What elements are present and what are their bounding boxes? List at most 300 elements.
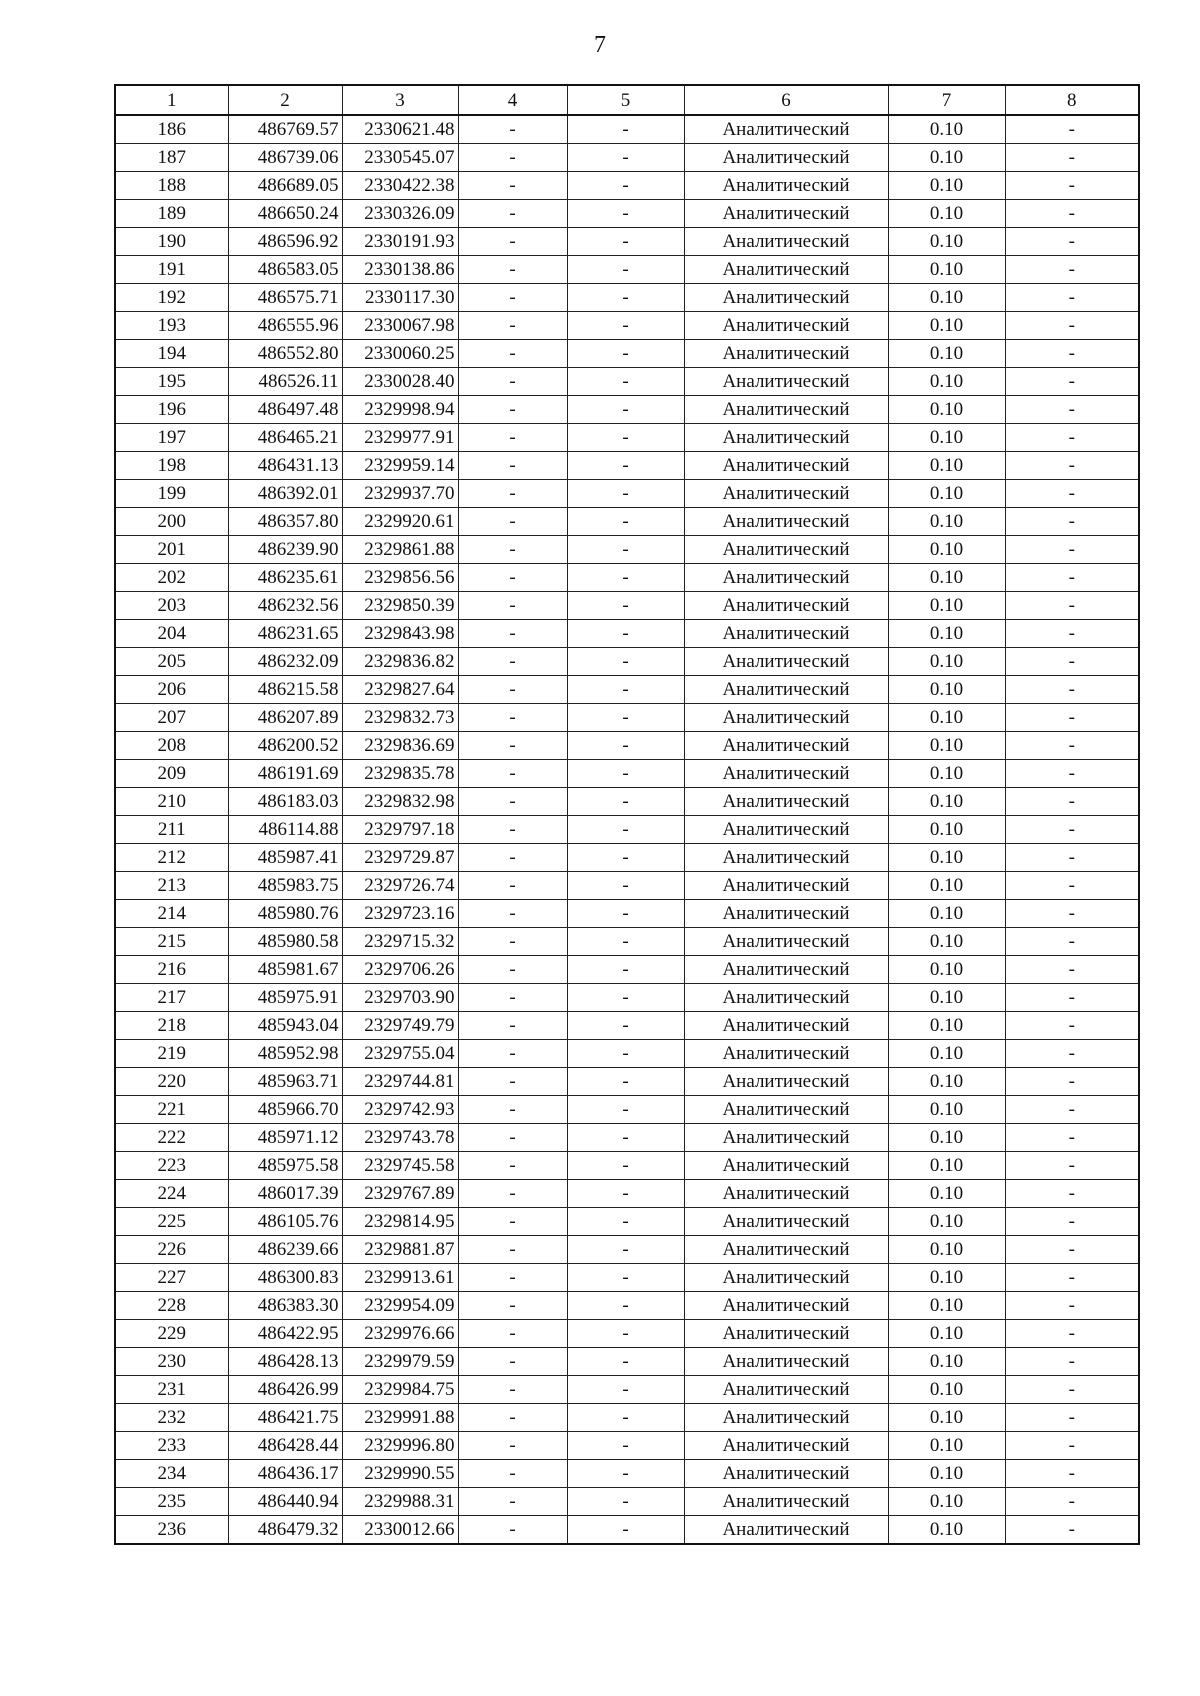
y-coordinate-cell: 2329990.55: [342, 1460, 458, 1488]
precision-cell: 0.10: [888, 536, 1005, 564]
y-coordinate-cell: 2329979.59: [342, 1348, 458, 1376]
column-4-cell: -: [458, 788, 567, 816]
column-4-cell: -: [458, 172, 567, 200]
x-coordinate-cell: 486583.05: [228, 256, 342, 284]
precision-cell: 0.10: [888, 115, 1005, 144]
column-5-cell: -: [567, 704, 684, 732]
x-coordinate-cell: 486552.80: [228, 340, 342, 368]
column-8-cell: -: [1005, 1516, 1139, 1545]
point-number-cell: 235: [115, 1488, 228, 1516]
method-cell: Аналитический: [684, 1152, 888, 1180]
column-4-cell: -: [458, 480, 567, 508]
method-cell: Аналитический: [684, 928, 888, 956]
precision-cell: 0.10: [888, 1404, 1005, 1432]
y-coordinate-cell: 2329861.88: [342, 536, 458, 564]
column-5-cell: -: [567, 956, 684, 984]
column-4-cell: -: [458, 592, 567, 620]
table-row: [115, 620, 1139, 648]
column-5-cell: -: [567, 1404, 684, 1432]
column-5-cell: -: [567, 592, 684, 620]
column-5-cell: -: [567, 452, 684, 480]
column-4-cell: -: [458, 1432, 567, 1460]
y-coordinate-cell: 2329998.94: [342, 396, 458, 424]
y-coordinate-cell: 2329937.70: [342, 480, 458, 508]
x-coordinate-cell: 486689.05: [228, 172, 342, 200]
column-8-cell: -: [1005, 1068, 1139, 1096]
method-cell: Аналитический: [684, 564, 888, 592]
table-row: [115, 900, 1139, 928]
precision-cell: 0.10: [888, 1236, 1005, 1264]
table-row: [115, 1348, 1139, 1376]
column-header-4: 4: [458, 85, 567, 115]
column-5-cell: -: [567, 228, 684, 256]
column-4-cell: -: [458, 284, 567, 312]
method-cell: Аналитический: [684, 648, 888, 676]
method-cell: Аналитический: [684, 284, 888, 312]
y-coordinate-cell: 2329954.09: [342, 1292, 458, 1320]
table-row: [115, 592, 1139, 620]
y-coordinate-cell: 2329835.78: [342, 760, 458, 788]
point-number-cell: 234: [115, 1460, 228, 1488]
y-coordinate-cell: 2330060.25: [342, 340, 458, 368]
column-4-cell: -: [458, 312, 567, 340]
column-5-cell: -: [567, 648, 684, 676]
method-cell: Аналитический: [684, 1488, 888, 1516]
column-8-cell: -: [1005, 1012, 1139, 1040]
column-8-cell: -: [1005, 872, 1139, 900]
point-number-cell: 195: [115, 368, 228, 396]
column-8-cell: -: [1005, 1236, 1139, 1264]
point-number-cell: 217: [115, 984, 228, 1012]
precision-cell: 0.10: [888, 284, 1005, 312]
column-5-cell: -: [567, 1236, 684, 1264]
precision-cell: 0.10: [888, 1096, 1005, 1124]
table-row: [115, 844, 1139, 872]
table-row: [115, 228, 1139, 256]
method-cell: Аналитический: [684, 256, 888, 284]
precision-cell: 0.10: [888, 620, 1005, 648]
method-cell: Аналитический: [684, 620, 888, 648]
header-row: [115, 85, 1139, 115]
precision-cell: 0.10: [888, 592, 1005, 620]
precision-cell: 0.10: [888, 1488, 1005, 1516]
x-coordinate-cell: 486526.11: [228, 368, 342, 396]
column-4-cell: -: [458, 704, 567, 732]
method-cell: Аналитический: [684, 732, 888, 760]
table-row: [115, 424, 1139, 452]
table-row: [115, 536, 1139, 564]
y-coordinate-cell: 2329913.61: [342, 1264, 458, 1292]
column-5-cell: -: [567, 284, 684, 312]
method-cell: Аналитический: [684, 396, 888, 424]
table-row: [115, 1292, 1139, 1320]
column-8-cell: -: [1005, 1404, 1139, 1432]
column-header-7: 7: [888, 85, 1005, 115]
method-cell: Аналитический: [684, 1236, 888, 1264]
table-row: [115, 1208, 1139, 1236]
table-row: [115, 1040, 1139, 1068]
method-cell: Аналитический: [684, 1320, 888, 1348]
method-cell: Аналитический: [684, 984, 888, 1012]
table-row: [115, 1012, 1139, 1040]
column-8-cell: -: [1005, 1292, 1139, 1320]
column-5-cell: -: [567, 424, 684, 452]
point-number-cell: 215: [115, 928, 228, 956]
x-coordinate-cell: 486421.75: [228, 1404, 342, 1432]
y-coordinate-cell: 2329755.04: [342, 1040, 458, 1068]
column-4-cell: -: [458, 1068, 567, 1096]
point-number-cell: 186: [115, 115, 228, 144]
point-number-cell: 200: [115, 508, 228, 536]
table-row: [115, 648, 1139, 676]
y-coordinate-cell: 2329715.32: [342, 928, 458, 956]
x-coordinate-cell: 486232.09: [228, 648, 342, 676]
point-number-cell: 190: [115, 228, 228, 256]
y-coordinate-cell: 2329920.61: [342, 508, 458, 536]
table-row: [115, 1152, 1139, 1180]
column-4-cell: -: [458, 536, 567, 564]
column-8-cell: -: [1005, 340, 1139, 368]
table-row: [115, 200, 1139, 228]
y-coordinate-cell: 2329977.91: [342, 424, 458, 452]
precision-cell: 0.10: [888, 1152, 1005, 1180]
y-coordinate-cell: 2329850.39: [342, 592, 458, 620]
x-coordinate-cell: 486428.13: [228, 1348, 342, 1376]
x-coordinate-cell: 486479.32: [228, 1516, 342, 1545]
precision-cell: 0.10: [888, 1292, 1005, 1320]
point-number-cell: 206: [115, 676, 228, 704]
column-4-cell: -: [458, 1376, 567, 1404]
point-number-cell: 222: [115, 1124, 228, 1152]
point-number-cell: 210: [115, 788, 228, 816]
precision-cell: 0.10: [888, 676, 1005, 704]
point-number-cell: 228: [115, 1292, 228, 1320]
column-8-cell: -: [1005, 1208, 1139, 1236]
column-8-cell: -: [1005, 1096, 1139, 1124]
table-row: [115, 1460, 1139, 1488]
point-number-cell: 226: [115, 1236, 228, 1264]
precision-cell: 0.10: [888, 1068, 1005, 1096]
x-coordinate-cell: 486191.69: [228, 760, 342, 788]
column-4-cell: -: [458, 1404, 567, 1432]
column-8-cell: -: [1005, 956, 1139, 984]
column-4-cell: -: [458, 1236, 567, 1264]
column-8-cell: -: [1005, 844, 1139, 872]
y-coordinate-cell: 2329745.58: [342, 1152, 458, 1180]
point-number-cell: 197: [115, 424, 228, 452]
column-5-cell: -: [567, 396, 684, 424]
column-8-cell: -: [1005, 928, 1139, 956]
x-coordinate-cell: 486183.03: [228, 788, 342, 816]
table-row: [115, 1096, 1139, 1124]
column-8-cell: -: [1005, 1152, 1139, 1180]
column-5-cell: -: [567, 1292, 684, 1320]
table-row: [115, 115, 1139, 144]
column-4-cell: -: [458, 872, 567, 900]
x-coordinate-cell: 486440.94: [228, 1488, 342, 1516]
x-coordinate-cell: 485966.70: [228, 1096, 342, 1124]
x-coordinate-cell: 486575.71: [228, 284, 342, 312]
column-5-cell: -: [567, 1516, 684, 1545]
y-coordinate-cell: 2330012.66: [342, 1516, 458, 1545]
y-coordinate-cell: 2329743.78: [342, 1124, 458, 1152]
point-number-cell: 221: [115, 1096, 228, 1124]
x-coordinate-cell: 485971.12: [228, 1124, 342, 1152]
column-header-1: 1: [115, 85, 228, 115]
table-row: [115, 1068, 1139, 1096]
column-8-cell: -: [1005, 1488, 1139, 1516]
precision-cell: 0.10: [888, 424, 1005, 452]
column-8-cell: -: [1005, 284, 1139, 312]
column-4-cell: -: [458, 984, 567, 1012]
precision-cell: 0.10: [888, 928, 1005, 956]
column-5-cell: -: [567, 172, 684, 200]
table-body: [115, 115, 1139, 1544]
column-5-cell: -: [567, 1348, 684, 1376]
table-row: [115, 1180, 1139, 1208]
x-coordinate-cell: 486114.88: [228, 816, 342, 844]
method-cell: Аналитический: [684, 872, 888, 900]
x-coordinate-cell: 486497.48: [228, 396, 342, 424]
column-4-cell: -: [458, 844, 567, 872]
column-8-cell: -: [1005, 256, 1139, 284]
y-coordinate-cell: 2329843.98: [342, 620, 458, 648]
column-header-8: 8: [1005, 85, 1139, 115]
column-5-cell: -: [567, 256, 684, 284]
column-4-cell: -: [458, 1292, 567, 1320]
precision-cell: 0.10: [888, 1040, 1005, 1068]
x-coordinate-cell: 485943.04: [228, 1012, 342, 1040]
column-4-cell: -: [458, 1488, 567, 1516]
y-coordinate-cell: 2329726.74: [342, 872, 458, 900]
table-row: [115, 732, 1139, 760]
x-coordinate-cell: 486465.21: [228, 424, 342, 452]
x-coordinate-cell: 486105.76: [228, 1208, 342, 1236]
point-number-cell: 230: [115, 1348, 228, 1376]
x-coordinate-cell: 486392.01: [228, 480, 342, 508]
point-number-cell: 236: [115, 1516, 228, 1545]
column-8-cell: -: [1005, 1460, 1139, 1488]
method-cell: Аналитический: [684, 1404, 888, 1432]
y-coordinate-cell: 2329976.66: [342, 1320, 458, 1348]
x-coordinate-cell: 486232.56: [228, 592, 342, 620]
table-row: [115, 760, 1139, 788]
x-coordinate-cell: 486235.61: [228, 564, 342, 592]
precision-cell: 0.10: [888, 312, 1005, 340]
precision-cell: 0.10: [888, 816, 1005, 844]
method-cell: Аналитический: [684, 115, 888, 144]
y-coordinate-cell: 2329832.98: [342, 788, 458, 816]
column-8-cell: -: [1005, 480, 1139, 508]
x-coordinate-cell: 485975.91: [228, 984, 342, 1012]
column-5-cell: -: [567, 900, 684, 928]
table-row: [115, 788, 1139, 816]
table-row: [115, 676, 1139, 704]
column-4-cell: -: [458, 1208, 567, 1236]
method-cell: Аналитический: [684, 1460, 888, 1488]
method-cell: Аналитический: [684, 1180, 888, 1208]
column-8-cell: -: [1005, 536, 1139, 564]
x-coordinate-cell: 486436.17: [228, 1460, 342, 1488]
y-coordinate-cell: 2330117.30: [342, 284, 458, 312]
method-cell: Аналитический: [684, 844, 888, 872]
column-8-cell: -: [1005, 592, 1139, 620]
table-row: [115, 1516, 1139, 1545]
column-8-cell: -: [1005, 200, 1139, 228]
column-4-cell: -: [458, 1460, 567, 1488]
method-cell: Аналитический: [684, 1068, 888, 1096]
point-number-cell: 225: [115, 1208, 228, 1236]
table-row: [115, 256, 1139, 284]
precision-cell: 0.10: [888, 788, 1005, 816]
y-coordinate-cell: 2329706.26: [342, 956, 458, 984]
column-4-cell: -: [458, 115, 567, 144]
column-4-cell: -: [458, 1180, 567, 1208]
column-5-cell: -: [567, 1264, 684, 1292]
table-row: [115, 1432, 1139, 1460]
x-coordinate-cell: 485980.76: [228, 900, 342, 928]
point-number-cell: 231: [115, 1376, 228, 1404]
precision-cell: 0.10: [888, 228, 1005, 256]
column-4-cell: -: [458, 648, 567, 676]
point-number-cell: 205: [115, 648, 228, 676]
column-5-cell: -: [567, 844, 684, 872]
x-coordinate-cell: 486426.99: [228, 1376, 342, 1404]
column-4-cell: -: [458, 1320, 567, 1348]
method-cell: Аналитический: [684, 788, 888, 816]
column-5-cell: -: [567, 1012, 684, 1040]
column-4-cell: -: [458, 340, 567, 368]
column-8-cell: -: [1005, 424, 1139, 452]
x-coordinate-cell: 485981.67: [228, 956, 342, 984]
y-coordinate-cell: 2329881.87: [342, 1236, 458, 1264]
point-number-cell: 192: [115, 284, 228, 312]
column-8-cell: -: [1005, 452, 1139, 480]
column-5-cell: -: [567, 312, 684, 340]
column-header-3: 3: [342, 85, 458, 115]
column-4-cell: -: [458, 620, 567, 648]
table-row: [115, 1376, 1139, 1404]
precision-cell: 0.10: [888, 1124, 1005, 1152]
method-cell: Аналитический: [684, 452, 888, 480]
point-number-cell: 224: [115, 1180, 228, 1208]
y-coordinate-cell: 2330138.86: [342, 256, 458, 284]
y-coordinate-cell: 2329827.64: [342, 676, 458, 704]
y-coordinate-cell: 2329749.79: [342, 1012, 458, 1040]
column-8-cell: -: [1005, 704, 1139, 732]
point-number-cell: 227: [115, 1264, 228, 1292]
precision-cell: 0.10: [888, 760, 1005, 788]
point-number-cell: 191: [115, 256, 228, 284]
precision-cell: 0.10: [888, 1012, 1005, 1040]
column-8-cell: -: [1005, 1040, 1139, 1068]
table-row: [115, 284, 1139, 312]
precision-cell: 0.10: [888, 1376, 1005, 1404]
column-4-cell: -: [458, 508, 567, 536]
column-5-cell: -: [567, 788, 684, 816]
column-4-cell: -: [458, 732, 567, 760]
column-header-5: 5: [567, 85, 684, 115]
y-coordinate-cell: 2329832.73: [342, 704, 458, 732]
point-number-cell: 198: [115, 452, 228, 480]
column-8-cell: -: [1005, 1124, 1139, 1152]
method-cell: Аналитический: [684, 368, 888, 396]
table-header: [115, 85, 1139, 115]
point-number-cell: 233: [115, 1432, 228, 1460]
precision-cell: 0.10: [888, 704, 1005, 732]
column-5-cell: -: [567, 536, 684, 564]
column-8-cell: -: [1005, 115, 1139, 144]
precision-cell: 0.10: [888, 1460, 1005, 1488]
method-cell: Аналитический: [684, 1040, 888, 1068]
precision-cell: 0.10: [888, 1264, 1005, 1292]
y-coordinate-cell: 2330621.48: [342, 115, 458, 144]
point-number-cell: 189: [115, 200, 228, 228]
table-row: [115, 396, 1139, 424]
x-coordinate-cell: 485980.58: [228, 928, 342, 956]
method-cell: Аналитический: [684, 704, 888, 732]
method-cell: Аналитический: [684, 816, 888, 844]
precision-cell: 0.10: [888, 984, 1005, 1012]
method-cell: Аналитический: [684, 200, 888, 228]
column-4-cell: -: [458, 396, 567, 424]
table-row: [115, 1264, 1139, 1292]
y-coordinate-cell: 2329744.81: [342, 1068, 458, 1096]
column-4-cell: -: [458, 564, 567, 592]
method-cell: Аналитический: [684, 312, 888, 340]
column-4-cell: -: [458, 928, 567, 956]
column-4-cell: -: [458, 676, 567, 704]
y-coordinate-cell: 2329742.93: [342, 1096, 458, 1124]
table-row: [115, 172, 1139, 200]
point-number-cell: 188: [115, 172, 228, 200]
method-cell: Аналитический: [684, 1376, 888, 1404]
column-4-cell: -: [458, 900, 567, 928]
y-coordinate-cell: 2329836.82: [342, 648, 458, 676]
table-row: [115, 340, 1139, 368]
x-coordinate-cell: 486239.90: [228, 536, 342, 564]
x-coordinate-cell: 486428.44: [228, 1432, 342, 1460]
table-row: [115, 564, 1139, 592]
x-coordinate-cell: 486596.92: [228, 228, 342, 256]
y-coordinate-cell: 2329703.90: [342, 984, 458, 1012]
method-cell: Аналитический: [684, 760, 888, 788]
method-cell: Аналитический: [684, 172, 888, 200]
y-coordinate-cell: 2329988.31: [342, 1488, 458, 1516]
point-number-cell: 203: [115, 592, 228, 620]
table-row: [115, 1488, 1139, 1516]
point-number-cell: 212: [115, 844, 228, 872]
column-4-cell: -: [458, 1264, 567, 1292]
x-coordinate-cell: 486231.65: [228, 620, 342, 648]
column-5-cell: -: [567, 200, 684, 228]
method-cell: Аналитический: [684, 956, 888, 984]
table-row: [115, 928, 1139, 956]
column-5-cell: -: [567, 1040, 684, 1068]
column-5-cell: -: [567, 1376, 684, 1404]
x-coordinate-cell: 486239.66: [228, 1236, 342, 1264]
x-coordinate-cell: 486300.83: [228, 1264, 342, 1292]
method-cell: Аналитический: [684, 424, 888, 452]
column-5-cell: -: [567, 816, 684, 844]
x-coordinate-cell: 486650.24: [228, 200, 342, 228]
precision-cell: 0.10: [888, 844, 1005, 872]
column-8-cell: -: [1005, 172, 1139, 200]
table-row: [115, 816, 1139, 844]
y-coordinate-cell: 2329729.87: [342, 844, 458, 872]
precision-cell: 0.10: [888, 256, 1005, 284]
column-8-cell: -: [1005, 144, 1139, 172]
